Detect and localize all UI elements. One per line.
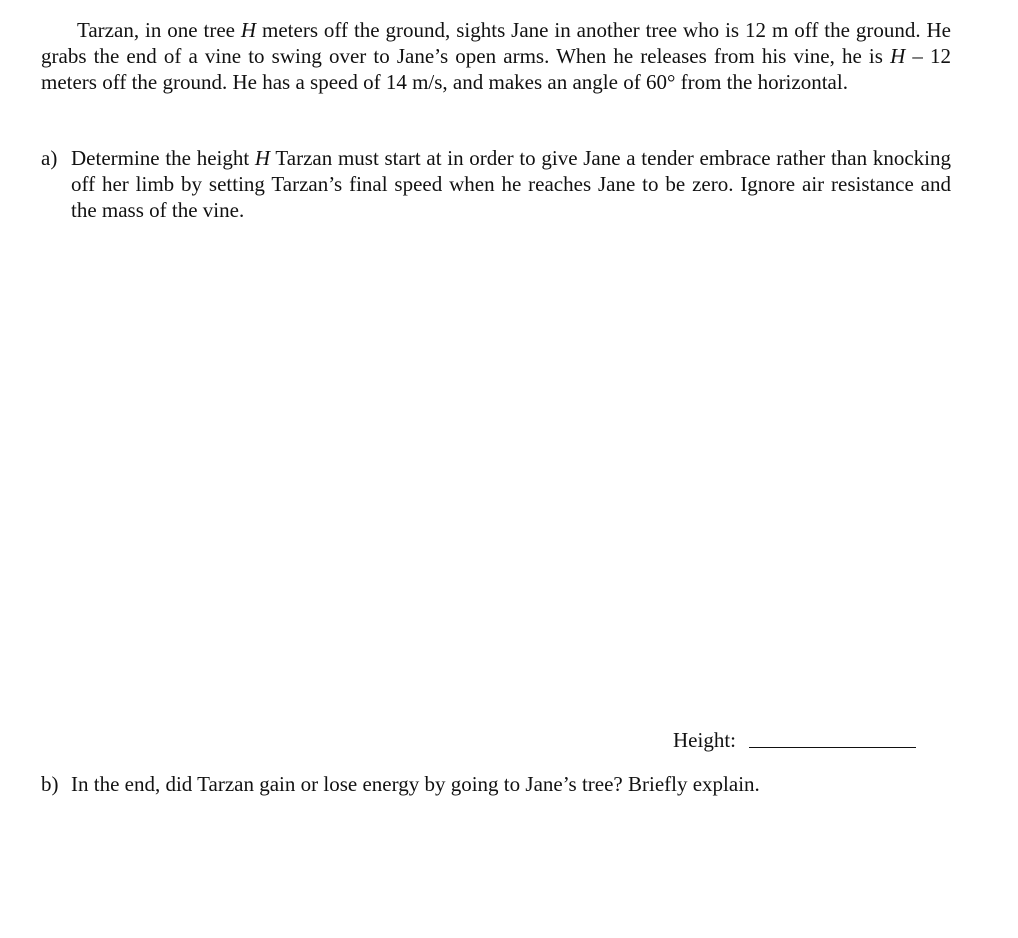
part-a-question [71, 145, 951, 223]
intro-text-3: – 12 meters off the ground. He has a speed of 14 m/s, and makes an angle of 60° from the horizontal. [41, 44, 952, 94]
part-a-text-1: Determine the height [71, 146, 255, 170]
part-b [41, 771, 951, 797]
height-answer-blank[interactable] [749, 747, 916, 748]
part-a-text-2: Tarzan must start at in order to give Jane a tender embrace rather than knocking off her limb by setting Tarzan’s final speed when he reaches Jane to be zero. Ignore air resistance and the mass of the vine. [71, 146, 951, 222]
part-a [41, 145, 951, 223]
variable-h: H [254, 146, 271, 170]
variable-h: H [890, 44, 906, 68]
part-b-question: In the end, did Tarzan gain or lose energy by going to Jane’s tree? Briefly explain. [71, 772, 760, 796]
intro-text-1: Tarzan, in one tree [77, 18, 241, 42]
height-answer-label: Height: [673, 728, 736, 752]
variable-h: H [240, 18, 257, 42]
intro-text-2: meters off the ground, sights Jane in another tree who is 12 m off the ground. He grabs the end of a vine to swing over to Jane’s open arms. When he releases from his vine, he is [41, 18, 951, 68]
part-b-label: b) [41, 772, 59, 796]
part-a-label: a) [41, 146, 58, 170]
problem-intro [41, 17, 951, 95]
